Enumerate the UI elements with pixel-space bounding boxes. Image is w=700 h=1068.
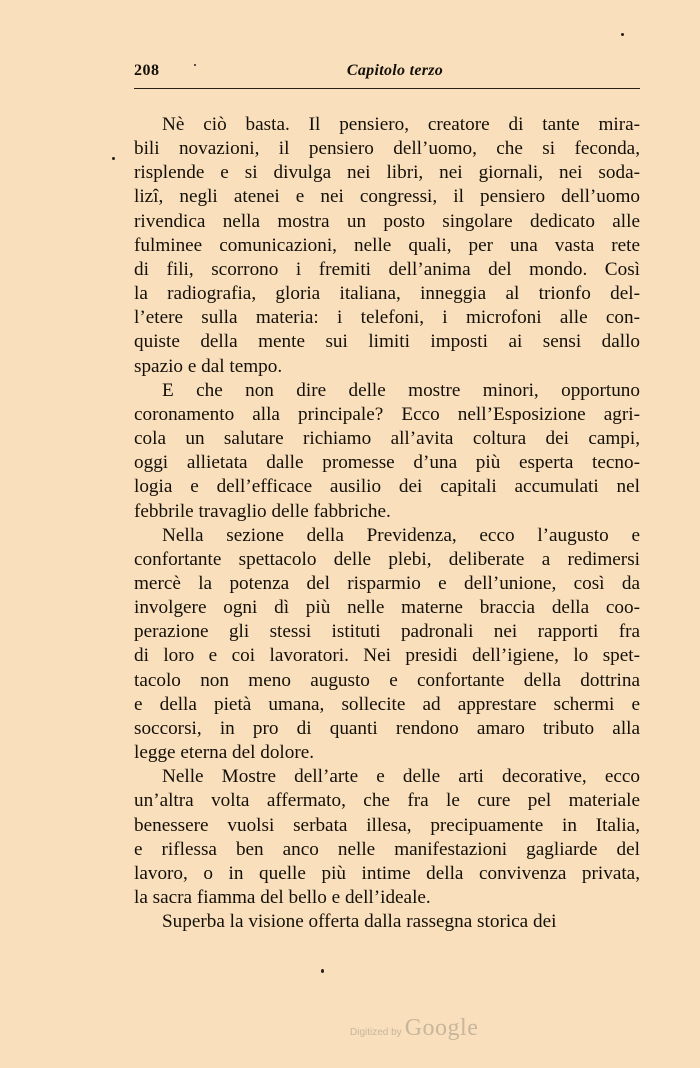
page-header bbox=[134, 60, 640, 89]
ink-speck bbox=[621, 33, 624, 36]
text-line: legge eterna del dolore. bbox=[134, 742, 315, 764]
text-line: lavoro, o in quelle più intime della convivenza privata, bbox=[134, 862, 640, 884]
ink-speck bbox=[194, 64, 196, 66]
text-line: involgere ogni dì più nelle materne braccia della coo- bbox=[134, 597, 640, 619]
paragraph bbox=[134, 765, 640, 910]
text-line: logia e dell’efficace ausilio dei capitali accumulati nel bbox=[134, 476, 640, 498]
text-line: un’altra volta affermato, che fra le cure pel materiale bbox=[134, 790, 640, 812]
paragraph bbox=[134, 379, 640, 524]
text-line: Nelle Mostre dell’arte e delle arti decorative, ecco bbox=[162, 766, 640, 788]
page-number: 208 bbox=[134, 62, 160, 79]
text-line: benessere vuolsi serbata illesa, precipuamente in Italia, bbox=[134, 814, 640, 836]
text-line: fulminee comunicazioni, nelle quali, per una vasta rete bbox=[134, 234, 640, 256]
text-line: coronamento alla principale? Ecco nell’Esposizione agri- bbox=[134, 403, 640, 425]
text-line: la sacra fiamma del bello e dell’ideale. bbox=[134, 887, 431, 908]
text-line: Nella sezione della Previdenza, ecco l’augusto e bbox=[162, 524, 640, 546]
text-line: confortante spettacolo delle plebi, deliberate a redimersi bbox=[134, 548, 640, 570]
paragraph bbox=[134, 113, 640, 379]
body-text bbox=[134, 113, 640, 934]
ink-speck bbox=[321, 969, 324, 973]
text-line: risplende e si divulga nei libri, nei giornali, nei soda- bbox=[134, 162, 640, 184]
text-line: rivendica nella mostra un posto singolare dedicato alle bbox=[134, 210, 640, 232]
text-line: Nè ciò basta. Il pensiero, creatore di tante mira- bbox=[162, 114, 640, 135]
text-line: oggi allietata dalle promesse d’una più esperta tecno- bbox=[134, 452, 640, 474]
text-line: febbrile travaglio delle fabbriche. bbox=[134, 500, 391, 522]
google-logo: Google bbox=[404, 1015, 479, 1041]
text-line: di fili, scorrono i fremiti dell’anima del mondo. Così bbox=[134, 258, 640, 280]
digitized-watermark bbox=[350, 1015, 478, 1042]
text-line: e della pietà umana, sollecite ad apprestare schermi e bbox=[134, 693, 640, 715]
text-line: soccorsi, in pro di quanti rendono amaro tributo alla bbox=[134, 717, 640, 739]
text-line: perazione gli stessi istituti padronali nei rapporti fra bbox=[134, 621, 640, 643]
paragraph bbox=[134, 524, 640, 766]
text-line: spazio e dal tempo. bbox=[134, 355, 283, 377]
text-line: quiste della mente sui limiti imposti ai sensi dallo bbox=[134, 331, 640, 353]
text-line: e riflessa ben anco nelle manifestazioni gagliarde del bbox=[134, 838, 640, 860]
text-line: la radiografia, gloria italiana, inneggia al trionfo del- bbox=[134, 283, 640, 305]
text-line: cola un salutare richiamo all’avita coltura dei campi, bbox=[134, 428, 640, 450]
ink-speck bbox=[112, 157, 115, 160]
text-line: l’etere sulla materia: i telefoni, i microfoni alle con- bbox=[134, 307, 640, 329]
paragraph bbox=[134, 910, 640, 934]
text-line: tacolo non meno augusto e confortante della dottrina bbox=[134, 669, 640, 691]
running-head: Capitolo terzo bbox=[346, 62, 444, 79]
text-line: bili novazioni, il pensiero dell’uomo, che si feconda, bbox=[134, 138, 640, 160]
text-line: E che non dire delle mostre minori, opportuno bbox=[162, 379, 640, 401]
text-line: di loro e coi lavoratori. Nei presidi dell’igiene, lo spet- bbox=[134, 645, 640, 667]
text-line: mercè la potenza del risparmio e dell’unione, così da bbox=[134, 572, 640, 594]
watermark-prefix: Digitized by bbox=[350, 1027, 402, 1038]
text-line: Superba la visione offerta dalla rassegna storica dei bbox=[162, 911, 557, 933]
text-line: lizî, negli atenei e nei congressi, il pensiero dell’uomo bbox=[134, 186, 640, 208]
